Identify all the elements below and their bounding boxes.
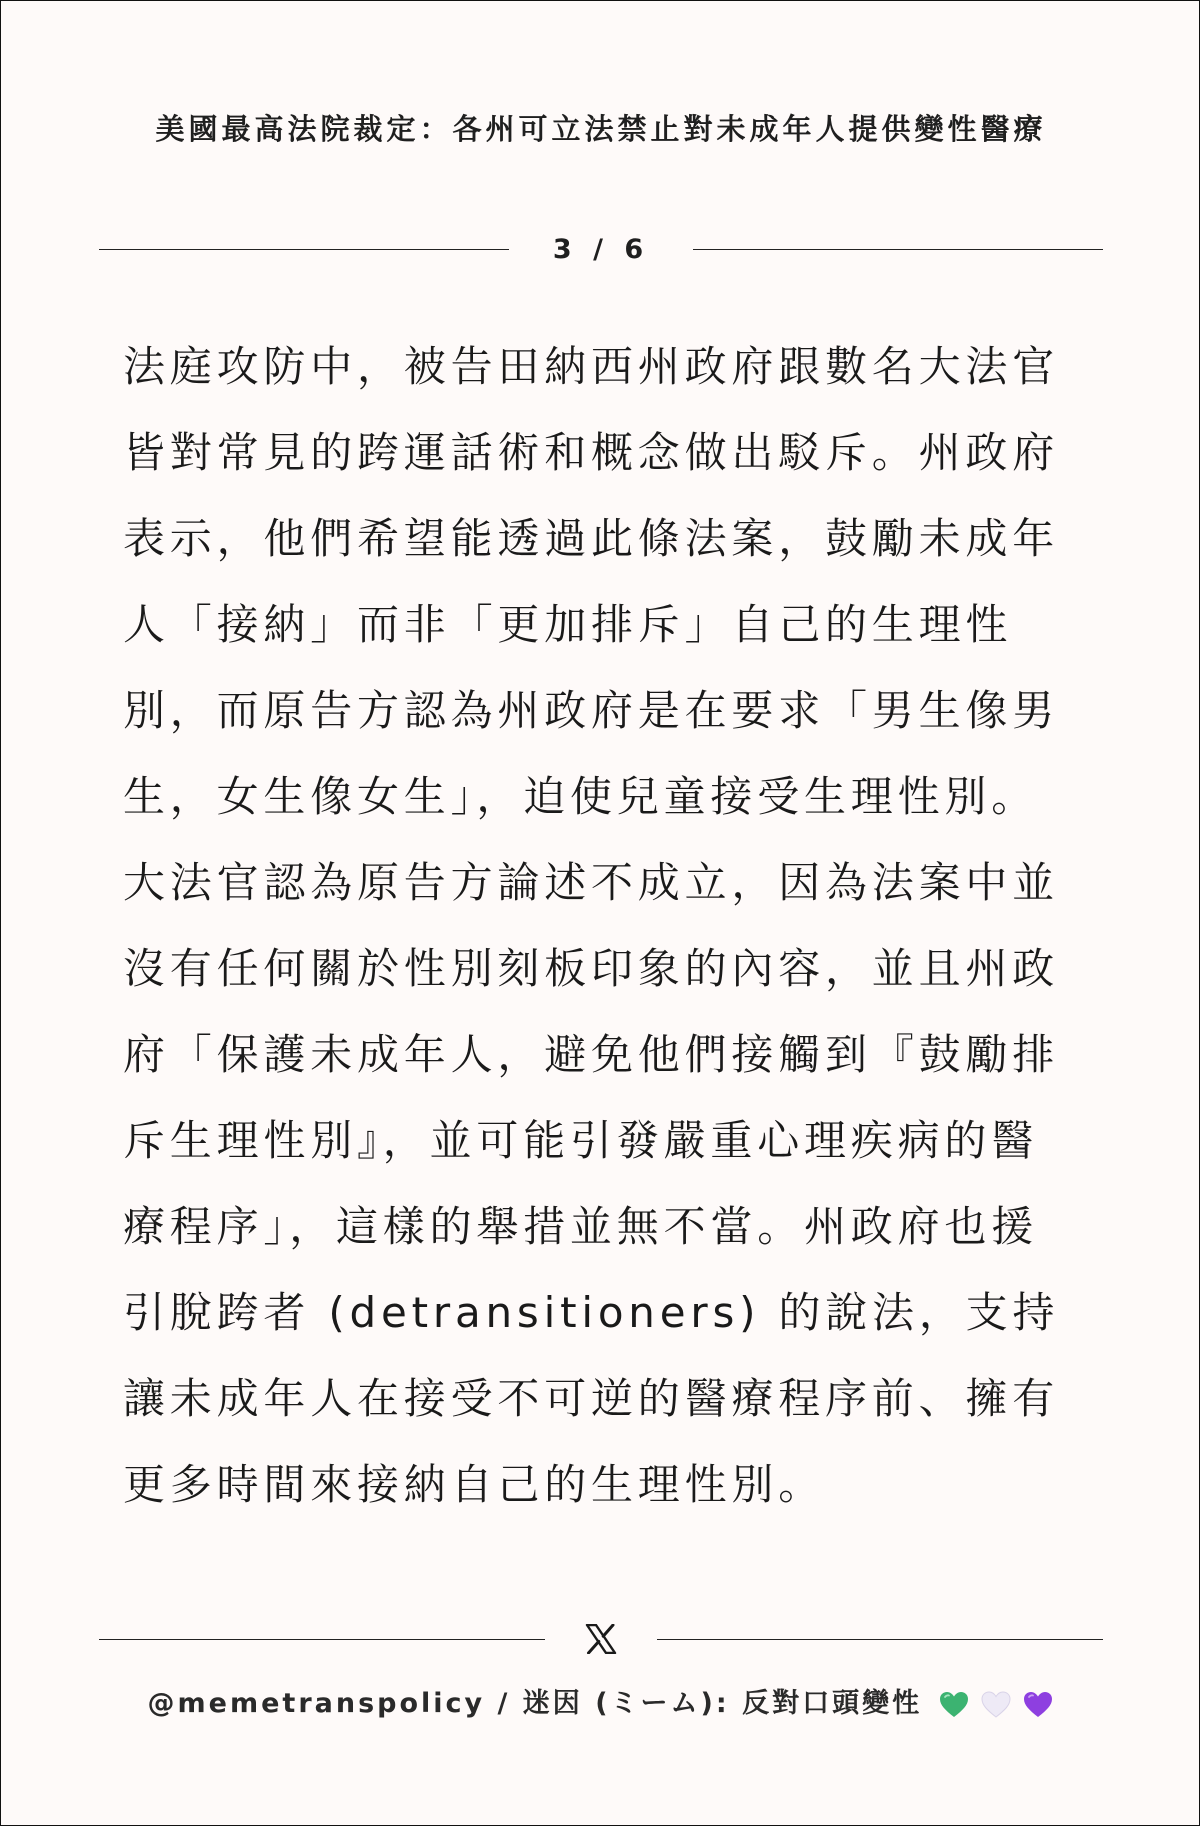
x-logo-icon xyxy=(545,1624,657,1654)
page-indicator: 3 / 6 xyxy=(552,233,650,265)
white-heart-icon xyxy=(980,1689,1012,1721)
footer-divider xyxy=(99,1619,1103,1659)
page-divider xyxy=(99,229,1103,269)
divider-line-right xyxy=(657,1639,1103,1640)
divider-line-right xyxy=(693,249,1103,250)
article-paragraph: 法庭攻防中，被告田納西州政府跟數名大法官皆對常見的跨運話術和概念做出駁斥。州政府表示，他們希望能透過此條法案，鼓勵未成年人「接納」而非「更加排斥」自己的生理性別，而原告方認為州政府是在要求「男生像男生，女生像女生」，迫使兒童接受生理性別。大法官認為原告方論述不成立，因為法案中並沒有任何關於性別刻板印象的內容，並且州政府「保護未成年人，避免他們接觸到『鼓勵排斥生理性別』，並可能引發嚴重心理疾病的醫療程序」，這樣的舉措並無不當。州政府也援引脫跨者 (detransitioners) 的說法，支持讓未成年人在接受不可逆的醫療程序前、擁有更多時間來接納自己的生理性別。 xyxy=(123,342,1060,1509)
credit-text: @memetranspolicy / 迷因 (ミーム): 反對口頭變性 xyxy=(147,1688,923,1719)
footer-credit xyxy=(99,1681,1103,1721)
post-title: 美國最高法院裁定：各州可立法禁止對未成年人提供變性醫療 xyxy=(155,112,1047,146)
heart-emojis xyxy=(938,1689,1054,1721)
divider-line-left xyxy=(99,249,509,250)
green-heart-icon xyxy=(938,1689,970,1721)
article-body xyxy=(123,324,1083,1528)
divider-line-left xyxy=(99,1639,545,1640)
purple-heart-icon xyxy=(1022,1689,1054,1721)
